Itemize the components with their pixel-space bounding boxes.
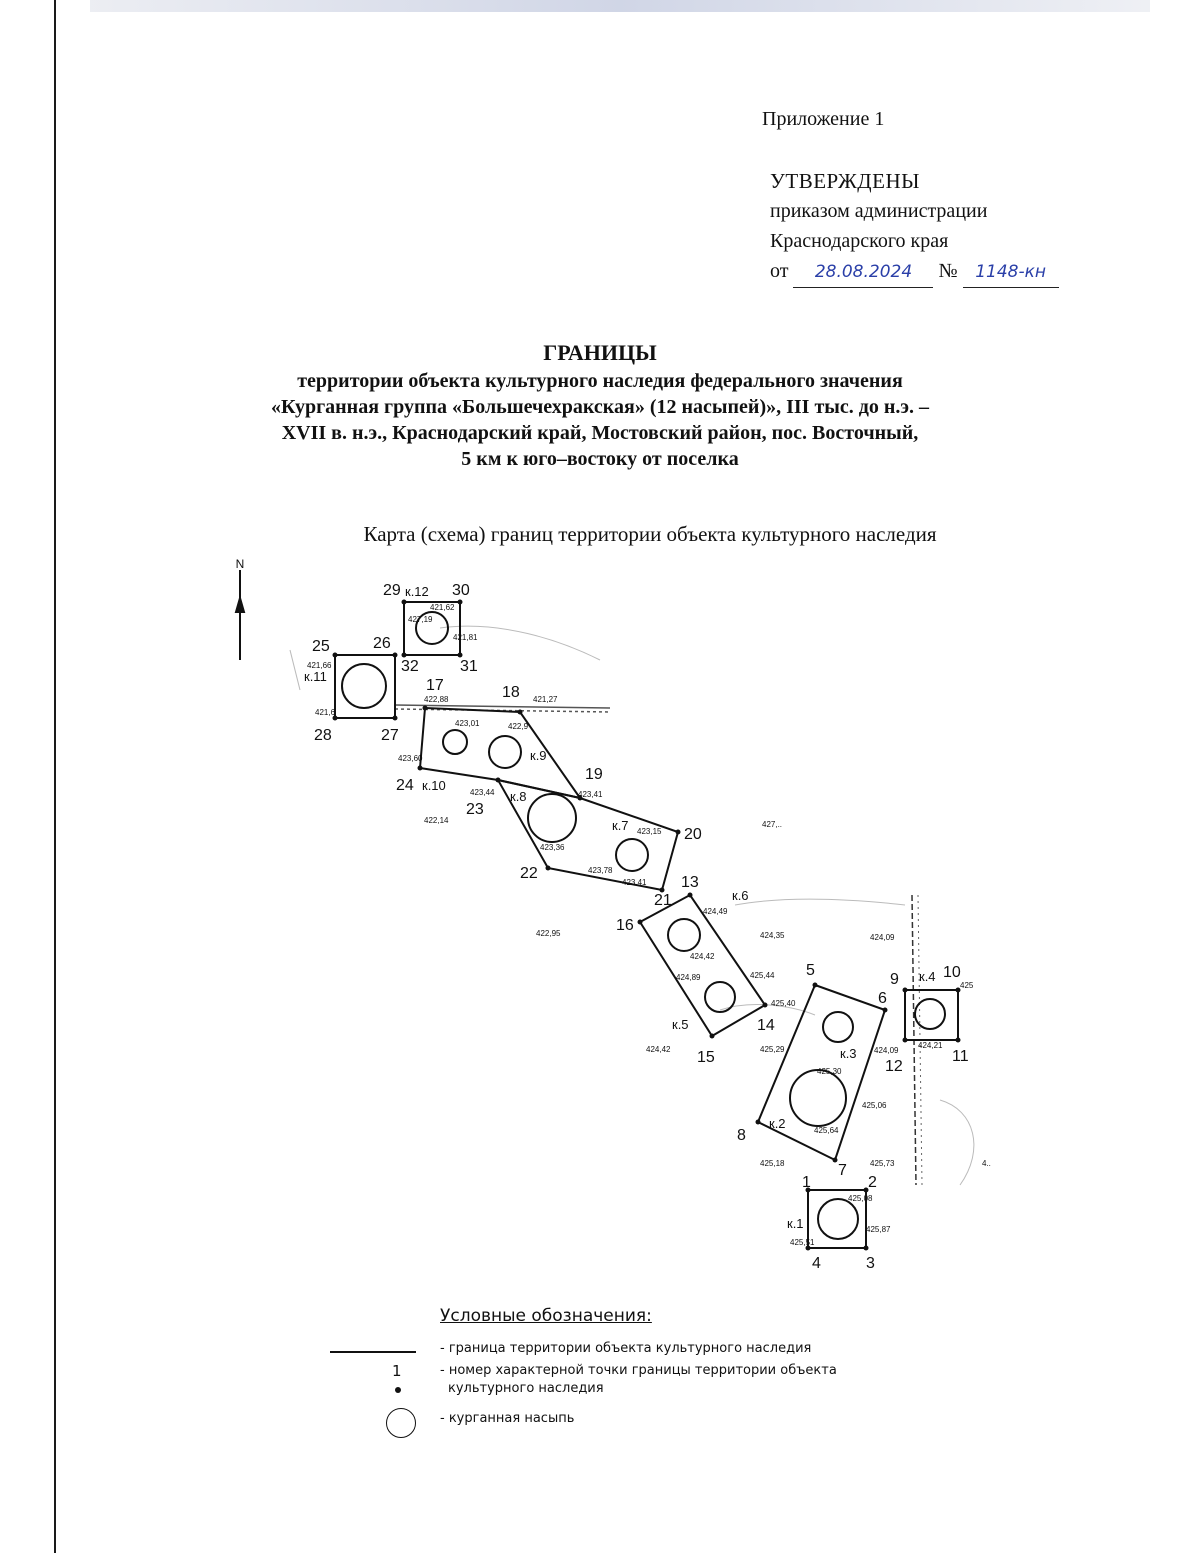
point-marker — [864, 1246, 869, 1251]
point-marker — [458, 653, 463, 658]
north-arrow-head — [236, 598, 244, 612]
point-marker — [638, 920, 643, 925]
point-marker — [402, 600, 407, 605]
mound-k3 — [823, 1012, 853, 1042]
title-main: ГРАНИЦЫ — [543, 340, 657, 365]
point-label-25: 25 — [312, 638, 330, 655]
mound-k10 — [443, 730, 467, 754]
elevation-label: 424,42 — [646, 1045, 671, 1054]
elevation-label: 424,21 — [918, 1041, 943, 1050]
point-label-6: 6 — [878, 990, 887, 1007]
point-label-30: 30 — [452, 582, 470, 599]
mound-label-k6: к.6 — [732, 888, 749, 903]
mound-label-k10: к.10 — [422, 778, 446, 793]
point-label-3: 3 — [866, 1255, 875, 1272]
elevation-label: 424,35 — [760, 931, 785, 940]
point-label-21: 21 — [654, 892, 672, 909]
point-marker — [393, 653, 398, 658]
approved-by-line1: приказом администрации — [770, 200, 988, 222]
point-label-7: 7 — [838, 1162, 847, 1179]
mound-label-k11: к.11 — [304, 669, 327, 684]
north-arrow — [236, 557, 245, 660]
map-caption: Карта (схема) границ территории объекта культурного наследия — [363, 522, 937, 546]
point-marker — [676, 830, 681, 835]
elevation-marks — [307, 603, 991, 1247]
mound-k11 — [342, 664, 386, 708]
legend-point-symbol — [392, 1362, 402, 1398]
point-numbers — [312, 582, 969, 1272]
mound-k9 — [489, 736, 521, 768]
point-label-32: 32 — [401, 658, 419, 675]
elevation-label: 421,62 — [430, 603, 455, 612]
point-label-17: 17 — [426, 677, 444, 694]
point-label-12: 12 — [885, 1058, 903, 1075]
point-label-5: 5 — [806, 962, 815, 979]
point-label-29: 29 — [383, 582, 401, 599]
title-line4: 5 км к юго–востоку от поселка — [461, 448, 739, 470]
point-marker — [333, 653, 338, 658]
elevation-label: 424,89 — [676, 973, 701, 982]
point-marker — [710, 1034, 715, 1039]
mound-k8 — [528, 794, 576, 842]
elevation-label: 425 — [960, 981, 974, 990]
point-label-28: 28 — [314, 727, 332, 744]
elevation-label: 4.. — [982, 1159, 991, 1168]
point-marker — [956, 1038, 961, 1043]
point-label-18: 18 — [502, 684, 520, 701]
order-date: 28.08.2024 — [793, 257, 933, 288]
point-marker — [423, 706, 428, 711]
legend-point-text-line2: культурного наследия — [448, 1381, 604, 1396]
mound-k4 — [915, 999, 945, 1029]
point-marker — [546, 866, 551, 871]
elevation-label: 423,41 — [578, 790, 603, 799]
mound-label-k3: к.3 — [840, 1046, 857, 1061]
elevation-label: 425,29 — [760, 1045, 785, 1054]
boundary-k5-k6 — [640, 895, 765, 1036]
elevation-label: 424,49 — [703, 907, 728, 916]
elevation-label: 421,66 — [307, 661, 332, 670]
point-marker — [688, 893, 693, 898]
elevation-label: 425,51 — [790, 1238, 815, 1247]
point-label-14: 14 — [757, 1017, 775, 1034]
elevation-label: 427,19 — [408, 615, 433, 624]
mound-label-k12: к.12 — [405, 584, 429, 599]
elevation-label: 425,06 — [862, 1101, 887, 1110]
elevation-label: 422,9 — [508, 722, 529, 731]
approved-title: УТВЕРЖДЕНЫ — [770, 169, 920, 193]
point-marker — [402, 653, 407, 658]
mound-label-k2: к.2 — [769, 1116, 786, 1131]
point-marker — [813, 983, 818, 988]
elevation-label: 424,09 — [874, 1046, 899, 1055]
point-label-13: 13 — [681, 874, 699, 891]
point-label-15: 15 — [697, 1049, 715, 1066]
legend-point-text — [440, 1362, 1000, 1398]
mound-k5 — [705, 982, 735, 1012]
approved-by-line2: Краснодарского края — [770, 230, 949, 252]
mound-label-k4: к.4 — [919, 969, 936, 984]
mound-k2 — [790, 1070, 846, 1126]
point-label-19: 19 — [585, 766, 603, 783]
appendix-label: Приложение 1 — [762, 108, 885, 130]
mound-label-k9: к.9 — [530, 748, 547, 763]
elevation-label: 425,73 — [870, 1159, 895, 1168]
terrain-line — [940, 1100, 974, 1185]
point-label-22: 22 — [520, 865, 538, 882]
point-label-2: 2 — [868, 1174, 877, 1191]
point-label-10: 10 — [943, 964, 961, 981]
point-label-11: 11 — [952, 1048, 969, 1065]
elevation-label: 421,27 — [533, 695, 558, 704]
elevation-label: 423,60 — [398, 754, 423, 763]
elevation-label: 422,88 — [424, 695, 449, 704]
point-label-26: 26 — [373, 635, 391, 652]
point-marker — [833, 1158, 838, 1163]
elevation-label: 422,14 — [424, 816, 449, 825]
elevation-label: 424,42 — [690, 952, 715, 961]
point-label-24: 24 — [396, 777, 414, 794]
point-marker — [903, 1038, 908, 1043]
point-label-8: 8 — [737, 1127, 746, 1144]
elevation-label: 423,44 — [470, 788, 495, 797]
title-line2: «Курганная группа «Большечехракская» (12 насыпей)», III тыс. до н.э. – — [270, 396, 930, 418]
title-line3: XVII в. н.э., Краснодарский край, Мостовский район, пос. Восточный, — [281, 422, 919, 444]
legend-boundary-symbol — [330, 1351, 416, 1353]
terrain-line — [720, 1005, 815, 1015]
legend-boundary-text: - граница территории объекта культурного наследия — [440, 1341, 812, 1356]
legend-point-number: 1 — [392, 1362, 402, 1380]
legend-point-text-line1: - номер характерной точки границы территории объекта — [440, 1363, 837, 1378]
title-line1: территории объекта культурного наследия федерального значения — [297, 370, 903, 392]
terrain-line — [290, 650, 300, 690]
point-marker — [458, 600, 463, 605]
point-marker — [883, 1008, 888, 1013]
elevation-label: 423,41 — [622, 878, 647, 887]
point-label-20: 20 — [684, 826, 702, 843]
point-marker — [418, 766, 423, 771]
mound-numbers — [304, 584, 936, 1231]
point-label-9: 9 — [890, 971, 899, 988]
mound-label-k5: к.5 — [672, 1017, 689, 1032]
point-label-16: 16 — [616, 917, 634, 934]
elevation-label: 425,87 — [866, 1225, 891, 1234]
legend-title: Условные обозначения: — [440, 1306, 652, 1326]
elevation-label: 424,09 — [870, 933, 895, 942]
elevation-label: 425,18 — [760, 1159, 785, 1168]
point-label-4: 4 — [812, 1255, 821, 1272]
elevation-label: 425,30 — [817, 1067, 842, 1076]
elevation-label: 422,95 — [536, 929, 561, 938]
elevation-label: 427,.. — [762, 820, 783, 829]
mound-label-k1: к.1 — [787, 1216, 804, 1231]
elevation-label: 423,36 — [540, 843, 565, 852]
mound-label-k7: к.7 — [612, 818, 629, 833]
point-label-27: 27 — [381, 727, 399, 744]
elevation-label: 425,40 — [771, 999, 796, 1008]
terrain-line — [735, 899, 905, 905]
order-number: 1148-кн — [963, 257, 1059, 288]
point-marker — [393, 716, 398, 721]
elevation-label: 421,81 — [453, 633, 478, 642]
number-prefix: № — [938, 260, 958, 282]
mound-k7 — [616, 839, 648, 871]
point-marker — [496, 778, 501, 783]
elevation-label: 425,08 — [848, 1194, 873, 1203]
point-label-31: 31 — [460, 658, 478, 675]
elevation-label: 423,01 — [455, 719, 480, 728]
elevation-label: 425,64 — [814, 1126, 839, 1135]
legend-mound-text: - курганная насыпь — [440, 1411, 575, 1426]
mound-k6 — [668, 919, 700, 951]
north-label: N — [235, 557, 245, 571]
elevation-label: 423,15 — [637, 827, 662, 836]
elevation-label: 425,44 — [750, 971, 775, 980]
mound-k1 — [818, 1199, 858, 1239]
point-label-1: 1 — [802, 1174, 811, 1191]
point-marker — [903, 988, 908, 993]
elevation-label: 423,78 — [588, 866, 613, 875]
legend-mound-symbol — [386, 1408, 416, 1438]
point-marker — [763, 1003, 768, 1008]
date-prefix: от — [770, 260, 789, 282]
elevation-label: 421,6 — [315, 708, 336, 717]
mound-label-k8: к.8 — [510, 789, 527, 804]
point-marker — [756, 1120, 761, 1125]
terrain-line — [440, 626, 600, 660]
point-label-23: 23 — [466, 801, 484, 818]
point-marker — [518, 710, 523, 715]
legend-point-dot — [395, 1387, 401, 1393]
